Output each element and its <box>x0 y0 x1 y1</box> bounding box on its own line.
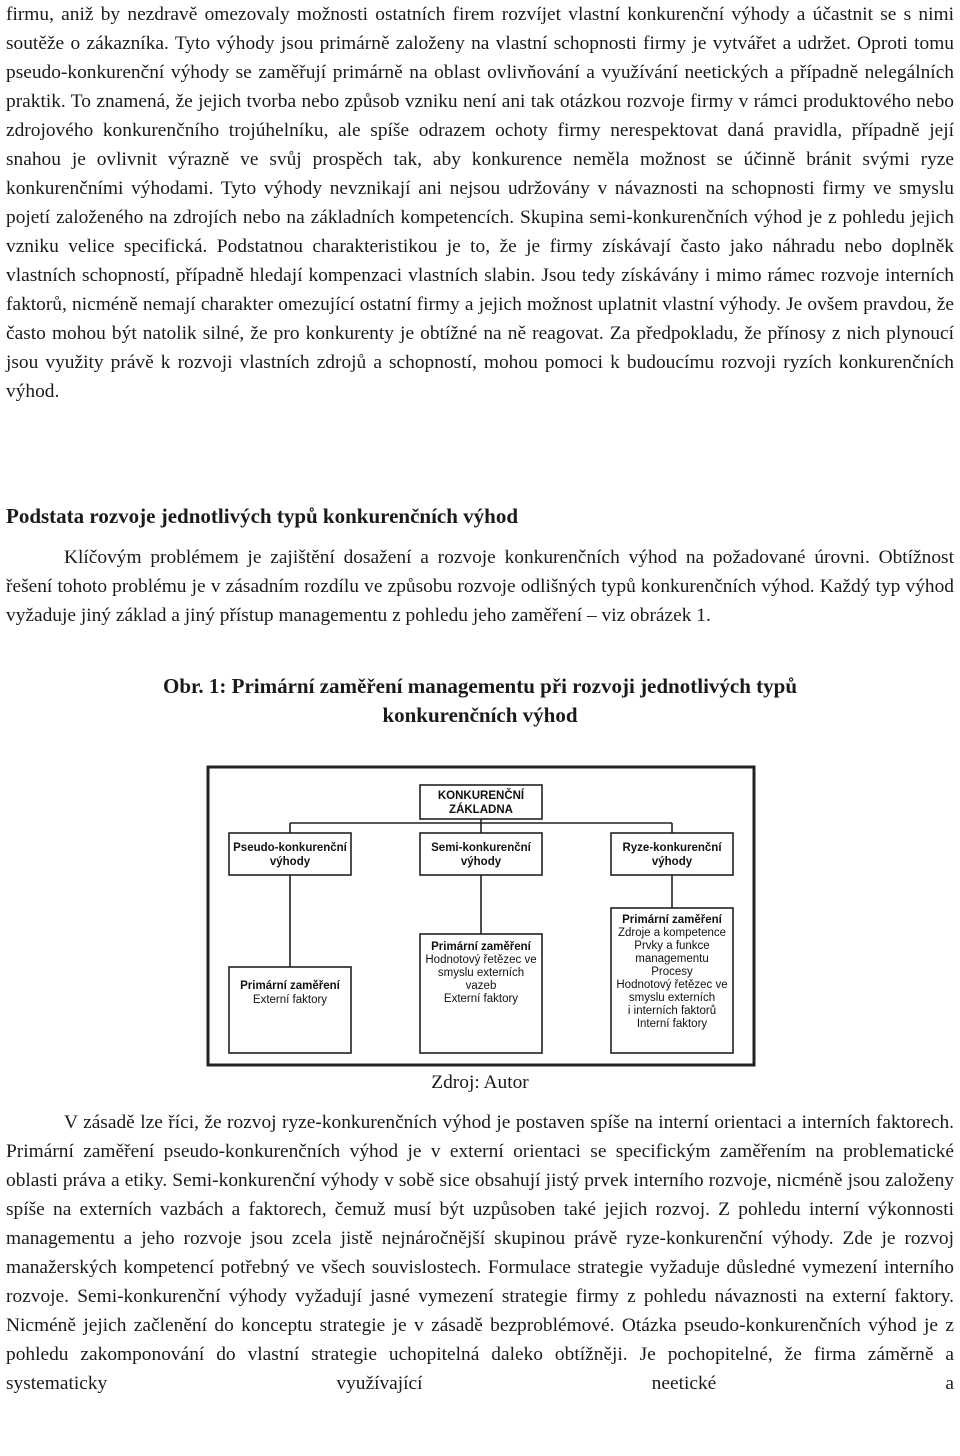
figure-source: Zdroj: Autor <box>431 1072 529 1093</box>
figure-caption <box>6 672 954 730</box>
type-ryze-line-1: Ryze-konkurenční <box>622 842 722 854</box>
focus-semi-line-4: vazeb <box>465 980 497 992</box>
type-semi-line-1: Semi-konkurenční <box>431 842 531 854</box>
focus-semi-line-5: Externí faktory <box>443 993 519 1005</box>
focus-ryze-line-6: Hodnotový řetězec ve <box>616 979 728 991</box>
focus-ryze-line-8: i interních faktorů <box>627 1005 717 1017</box>
focus-ryze-line-5: Procesy <box>651 966 693 978</box>
figure-caption-line-1: Obr. 1: Primární zaměření managementu při rozvoji jednotlivých typů <box>162 674 798 698</box>
focus-pseudo-line-1: Primární zaměření <box>240 980 340 992</box>
type-ryze-line-2: výhody <box>651 856 693 868</box>
figure-caption-line-2: konkurenčních výhod <box>382 703 578 727</box>
type-box-pseudo <box>229 833 351 875</box>
competitive-advantage-diagram <box>197 759 765 1071</box>
focus-ryze-line-7: smyslu externích <box>628 992 716 1004</box>
focus-semi-line-3: smyslu externích <box>437 967 525 979</box>
paragraph-middle: Klíčovým problémem je zajištění dosažení a rozvoje konkurenčních výhod na požadované úrovni. Obtížnost řešení tohoto problému je v zásadním rozdílu ve způsobu rozvoje odlišných typů konkurenčních výhod. Každý typ výhod vyžaduje jiný základ a jiný přístup managementu z pohledu jeho zaměření – viz obrázek 1. <box>6 547 954 626</box>
focus-pseudo-line-2: Externí faktory <box>252 994 328 1006</box>
focus-semi-line-1: Primární zaměření <box>431 941 531 953</box>
focus-ryze-line-2: Zdroje a kompetence <box>617 927 727 939</box>
focus-semi-line-2: Hodnotový řetězec ve <box>425 954 537 966</box>
type-semi-line-2: výhody <box>460 856 502 868</box>
paragraph-intro: firmu, aniž by nezdravě omezovaly možnosti ostatních firem rozvíjet vlastní konkurenční výhody a účastnit se s nimi soutěže o zákazníka. Tyto výhody jsou primárně založeny na vlastní schopnosti firmy je vytvářet a udržet. Oproti tomu pseudo-konkurenční výhody se zaměřují primárně na oblast ovlivňování a využívání neetických a případně nelegálních praktik. To znamená, že jejich tvorba nebo způsob vzniku není ani tak otázkou rozvoje firmy v rámci produktového nebo zdrojového konkurenčního trojúhelníku, ale spíše odrazem ochoty firmy nerespektovat daná pravidla, případně její snahou je ovlivnit výrazně ve svůj prospěch tak, aby konkurence neměla možnost se účinně bránit svými ryze konkurenčními výhodami. Tyto výhody nevznikají ani nejsou udržovány v návaznosti na schopnosti firmy ve smyslu pojetí založeného na zdrojích nebo na základních kompetencích. Skupina semi-konkurenčních výhod je z pohledu jejich vzniku velice specifická. Podstatnou charakteristikou je to, že je firmy získávají často jako náhradu nebo doplněk vlastních schopností, případně hledají kompenzaci vlastních slabin. Jsou tedy získávány i mimo rámec rozvoje interních faktorů, nicméně nemají charakter omezující ostatní firmy a jejich možnost uplatnit vlastní výhody. Je ovšem pravdou, že často mohou být natolik silné, že pro konkurenty je obtížné na ně reagovat. Za předpokladu, že přínosy z nich plynoucí jsou využity právě k rozvoji vlastních zdrojů a schopností, mohou pomoci k budoucímu rozvoji ryzích konkurenčních výhod. <box>6 4 954 402</box>
root-label-2: ZÁKLADNA <box>449 804 513 816</box>
focus-ryze-line-3: Prvky a funkce <box>634 940 710 952</box>
focus-ryze-line-9: Interní faktory <box>636 1018 708 1030</box>
type-box-ryze <box>611 833 733 875</box>
paragraph-bottom: V zásadě lze říci, že rozvoj ryze-konkurenčních výhod je postaven spíše na interní orientaci a interních faktorech. Primární zaměření pseudo-konkurenčních výhod je v externí orientaci se specifickým zaměřením na problematické oblasti práva a etiky. Semi-konkurenční výhody v sobě sice obsahují jistý prvek interního rozvoje, nicméně jsou založeny spíše na externích vazbách a faktorech, čemuž musí být uzpůsoben také jejich rozvoj. Z pohledu interní výkonnosti managementu a jeho rozvoje jsou zcela jistě nejnáročnější skupinou právě ryze-konkurenční výhody. Zde je rozvoj manažerských kompetencí potřebný ve všech souvislostech. Formulace strategie vyžaduje důsledné vymezení interního rozvoje. Semi-konkurenční výhody vyžadují jasné vymezení strategie firmy z pohledu návaznosti na externí faktory. Nicméně jejich začlenění do konceptu strategie je v zásadě bezproblémové. Otázka pseudo-konkurenčních výhod je z pohledu zakomponování do vlastní strategie uchopitelná daleko obtížněji. Je pochopitelné, že firma záměrně a systematicky využívající neetické a <box>6 1112 954 1394</box>
focus-ryze-line-1: Primární zaměření <box>622 914 722 926</box>
type-pseudo-line-2: výhody <box>269 856 311 868</box>
section-heading: Podstata rozvoje jednotlivých typů konkurenčních výhod <box>6 504 519 528</box>
type-box-semi <box>420 833 542 875</box>
root-label-1: KONKURENČNÍ <box>437 790 525 802</box>
type-pseudo-line-1: Pseudo-konkurenční <box>233 842 347 854</box>
focus-ryze-line-4: managementu <box>635 953 709 965</box>
